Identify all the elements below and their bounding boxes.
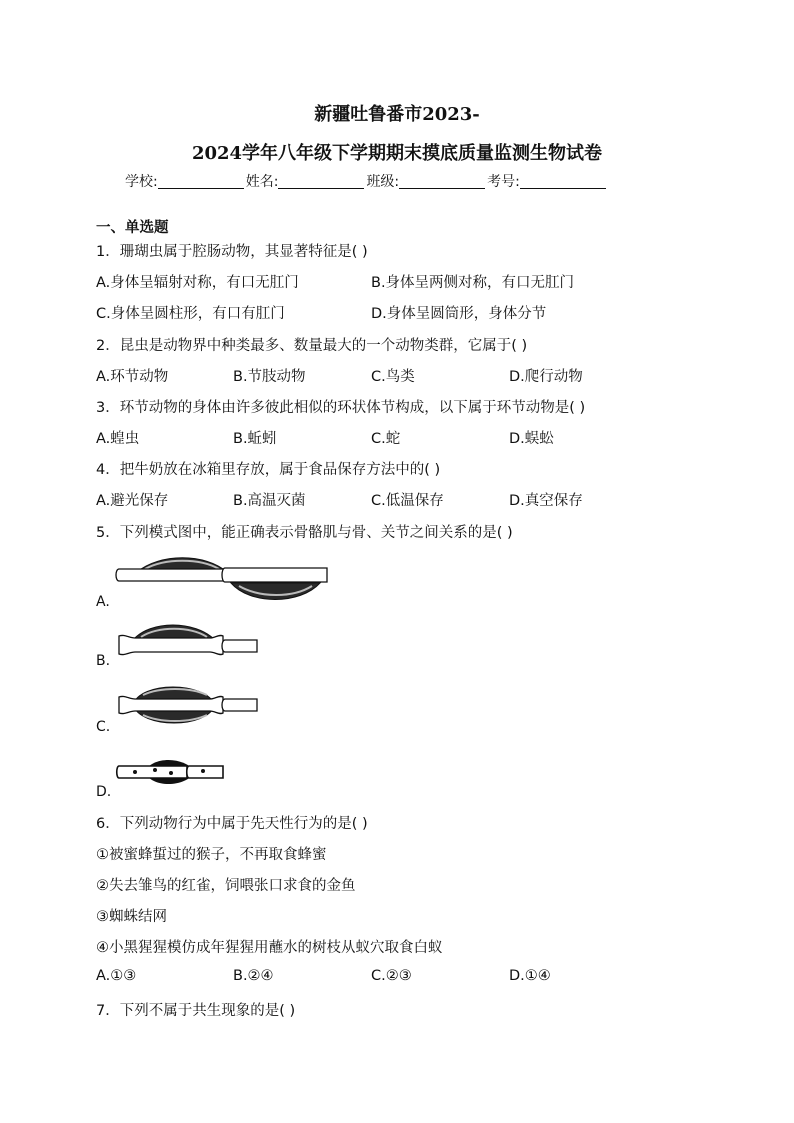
question-3-stem: 3．环节动物的身体由许多彼此相似的环状体节构成，以下属于环节动物是( ) [96,400,586,416]
question-5-stem: 5．下列模式图中，能正确表示骨骼肌与骨、关节之间关系的是( ) [96,525,513,541]
q2-option-a[interactable]: A.环节动物 [96,369,169,385]
name-label: 姓名: [245,174,279,190]
q3-option-b[interactable]: B.蚯蚓 [233,431,277,447]
figure-c-diagram [115,683,260,731]
q5-option-b[interactable]: B. [96,653,111,669]
q2-option-b[interactable]: B.节肢动物 [233,369,306,385]
q6-option-c[interactable]: C.②③ [371,968,412,984]
figure-d-bone-right [187,766,223,778]
student-info-row [125,171,608,191]
figure-a-bone-left [116,569,226,581]
q4-option-d[interactable]: D.真空保存 [509,493,583,509]
figure-b-bone-right [222,640,257,652]
q4-option-a[interactable]: A.避光保存 [96,493,169,509]
question-7-stem: 7．下列不属于共生现象的是( ) [96,1003,296,1019]
q6-item-4: ④小黑猩猩模仿成年猩猩用蘸水的树枝从蚁穴取食白蚁 [96,940,443,956]
q6-option-d[interactable]: D.①④ [509,968,551,984]
q5-option-a[interactable]: A. [96,594,110,610]
q4-option-b[interactable]: B.高温灭菌 [233,493,306,509]
q6-option-b[interactable]: B.②④ [233,968,274,984]
question-2-stem: 2．昆虫是动物界中种类最多、数量最大的一个动物类群，它属于( ) [96,338,528,354]
q4-option-c[interactable]: C.低温保存 [371,493,444,509]
q5-option-d[interactable]: D. [96,784,112,800]
figure-a-bone-right [222,568,327,582]
q6-item-2: ②失去雏鸟的红雀，饲喂张口求食的金鱼 [96,878,356,894]
figure-a-diagram [115,555,330,607]
q1-option-d[interactable]: D.身体呈圆筒形，身体分节 [371,306,547,322]
class-label: 班级: [366,174,400,190]
q1-option-c[interactable]: C.身体呈圆柱形，有口有肛门 [96,306,285,322]
figure-a-muscle-bottom [231,583,320,600]
q6-item-1: ①被蜜蜂蜇过的猴子，不再取食蜂蜜 [96,847,327,863]
figure-b-diagram [115,622,260,664]
figure-c-bone-right [222,699,257,711]
q3-option-d[interactable]: D.蜈蚣 [509,431,554,447]
figure-b-bone-left [119,635,223,654]
exam-no-label: 考号: [487,174,520,190]
figure-d-bone-left [117,766,187,778]
question-1-stem: 1．珊瑚虫属于腔肠动物，其显著特征是( ) [96,244,368,260]
figure-c-bone-left [119,696,223,713]
class-blank[interactable] [399,174,485,189]
exam-title-line2: 2024学年八年级下学期期末摸底质量监测生物试卷 [191,143,603,164]
name-blank[interactable] [278,174,364,189]
question-6-stem: 6．下列动物行为中属于先天性行为的是( ) [96,816,368,832]
figure-d-diagram [115,755,225,789]
school-label: 学校: [125,174,158,190]
school-blank[interactable] [158,174,244,189]
exam-no-blank[interactable] [520,174,606,189]
q1-option-a[interactable]: A.身体呈辐射对称，有口无肛门 [96,275,299,291]
q6-option-a[interactable]: A.①③ [96,968,137,984]
q3-option-a[interactable]: A.蝗虫 [96,431,140,447]
q5-option-c[interactable]: C. [96,719,111,735]
q2-option-d[interactable]: D.爬行动物 [509,369,583,385]
q2-option-c[interactable]: C.鸟类 [371,369,415,385]
section-title: 一、单选题 [96,220,169,236]
question-4-stem: 4．把牛奶放在冰箱里存放，属于食品保存方法中的( ) [96,462,441,478]
exam-title-line1: 新疆吐鲁番市2023- [314,104,480,125]
q1-option-b[interactable]: B.身体呈两侧对称，有口无肛门 [371,275,575,291]
q3-option-c[interactable]: C.蛇 [371,431,401,447]
q6-item-3: ③蜘蛛结网 [96,909,167,925]
